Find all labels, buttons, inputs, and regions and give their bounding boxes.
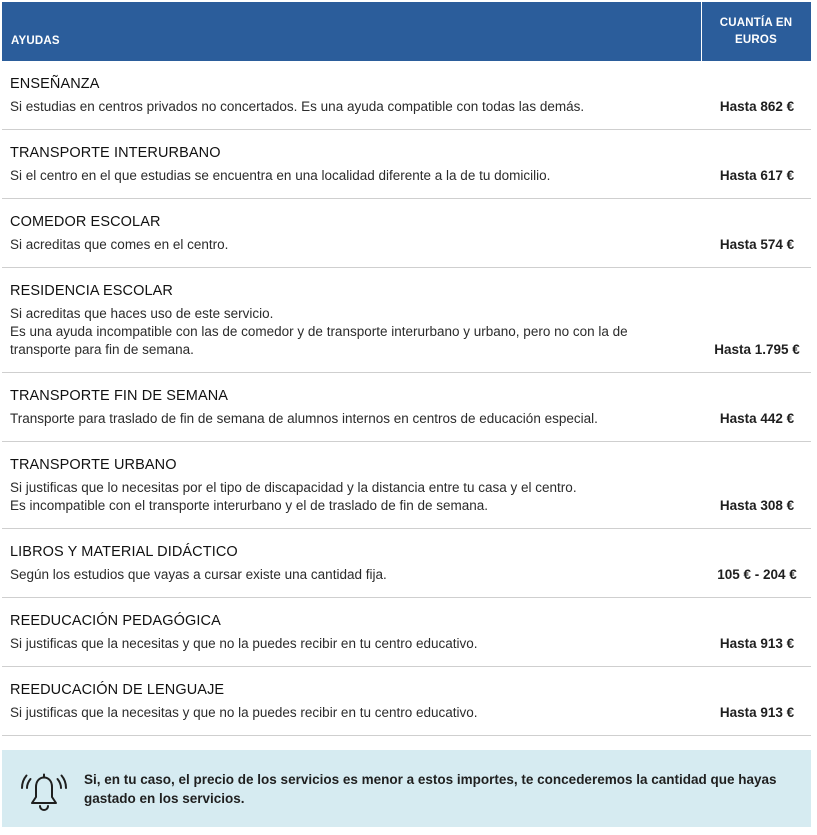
row-desc: Si justificas que la necesitas y que no la puedes recibir en tu centro educativo. [10,705,478,720]
bell-icon [16,761,72,817]
table-row [2,61,811,130]
row-title: REEDUCACIÓN PEDAGÓGICA [10,613,221,629]
row-amount: Hasta 1.795 € [714,342,800,357]
row-info [2,529,703,597]
row-title: TRANSPORTE FIN DE SEMANA [10,388,229,404]
row-desc: Si justificas que lo necesitas por el tipo de discapacidad y la distancia entre tu casa y el centro. [10,480,577,495]
table-header [2,2,811,61]
table-row [2,130,811,199]
row-desc: Si acreditas que haces uso de este servicio. [10,306,274,321]
table-row [2,268,811,373]
row-info [2,130,703,198]
row-desc: Si acreditas que comes en el centro. [10,237,229,252]
row-info [2,373,703,441]
row-info [2,667,703,735]
row-desc: Es incompatible con el transporte interurbano y el de traslado de fin de semana. [10,498,489,513]
table-row [2,199,811,268]
row-info [2,598,703,666]
row-desc: Si justificas que la necesitas y que no la puedes recibir en tu centro educativo. [10,636,478,651]
aid-table [2,2,811,736]
row-amount: 105 € - 204 € [717,567,797,582]
table-row [2,529,811,598]
row-amount: Hasta 617 € [719,168,795,183]
header-cuantia [701,2,810,61]
row-info [2,61,703,129]
table-row [2,598,811,667]
notice-line2: gastado en los servicios. [84,790,245,806]
row-title: TRANSPORTE URBANO [10,457,177,473]
row-amount: Hasta 308 € [719,498,795,513]
row-desc: Si el centro en el que estudias se encuentra en una localidad diferente a la de tu domicilio. [10,168,551,183]
header-ayudas: AYUDAS [11,35,60,47]
row-amount: Hasta 913 € [719,636,795,651]
row-desc: Según los estudios que vayas a cursar existe una cantidad fija. [10,567,387,582]
row-desc: transporte para fin de semana. [10,342,194,357]
notice-text [84,770,784,808]
header-cuantia-line1: CUANTÍA EN [719,16,793,29]
table-row [2,667,811,736]
notice-box [2,750,811,827]
row-title: LIBROS Y MATERIAL DIDÁCTICO [10,544,238,560]
row-desc: Transporte para traslado de fin de semana de alumnos internos en centros de educación especial. [10,411,598,426]
header-cuantia-line2: EUROS [735,33,777,46]
row-amount: Hasta 913 € [719,705,795,720]
row-info [2,268,703,372]
row-title: TRANSPORTE INTERURBANO [10,145,221,161]
row-info [2,199,703,267]
row-desc: Es una ayuda incompatible con las de comedor y de transporte interurbano y urbano, pero no con la de [10,324,628,339]
row-amount: Hasta 442 € [719,411,795,426]
table-row [2,442,811,529]
row-title: ENSEÑANZA [10,76,100,92]
row-title: REEDUCACIÓN DE LENGUAJE [10,682,225,698]
notice-line1: Si, en tu caso, el precio de los servicios es menor a estos importes, te concederemos la cantidad que hayas [84,771,777,787]
row-title: COMEDOR ESCOLAR [10,214,161,230]
table-row [2,373,811,442]
row-desc: Si estudias en centros privados no concertados. Es una ayuda compatible con todas las demás. [10,99,585,114]
row-title: RESIDENCIA ESCOLAR [10,283,173,299]
row-amount: Hasta 862 € [719,99,795,114]
row-amount: Hasta 574 € [719,237,795,252]
row-info [2,442,703,528]
